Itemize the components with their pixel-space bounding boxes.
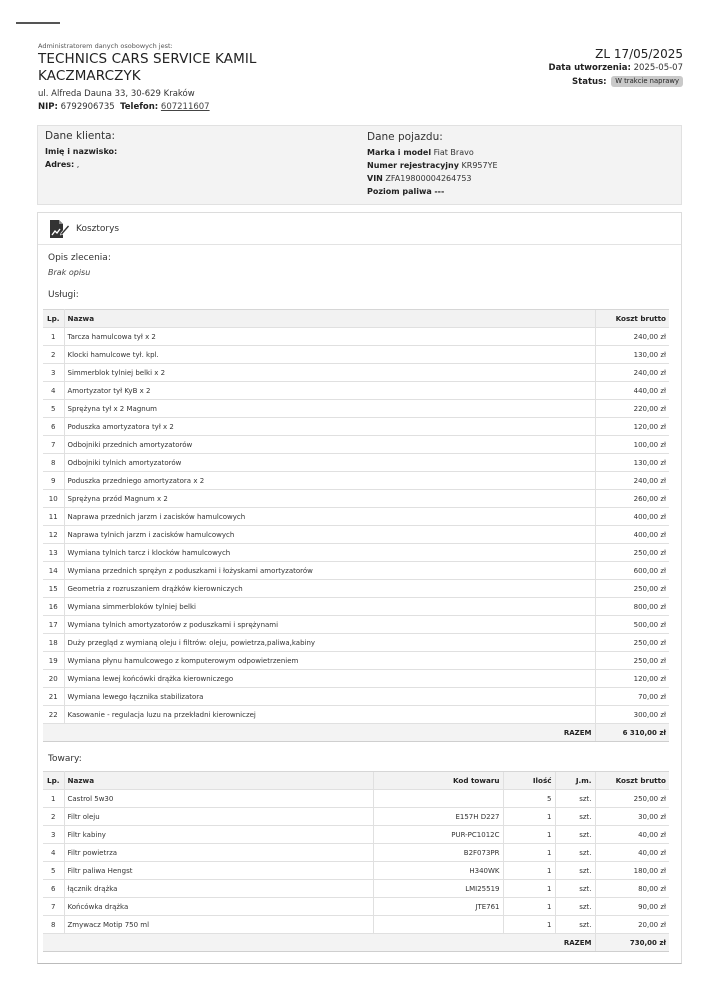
service-lp: 18 — [43, 634, 64, 652]
products-header-row — [43, 772, 669, 790]
products-table — [43, 771, 669, 952]
services-header-row — [43, 310, 669, 328]
service-name: Odbojniki przednich amortyzatorów — [64, 436, 595, 454]
vehicle-section — [367, 130, 667, 198]
services-total-row — [43, 724, 669, 742]
created-value: 2025-05-07 — [633, 63, 683, 73]
service-name: Sprężyna przód Magnum x 2 — [64, 490, 595, 508]
service-name: Tarcza hamulcowa tył x 2 — [64, 328, 595, 346]
products-label: Towary: — [48, 754, 82, 764]
status-badge: W trakcie naprawy — [611, 76, 683, 87]
client-address-value: , — [76, 160, 80, 169]
service-cost: 250,00 zł — [595, 652, 669, 670]
service-cost: 600,00 zł — [595, 562, 669, 580]
vehicle-model-field — [367, 146, 667, 159]
product-name: Zmywacz Motip 750 ml — [64, 916, 373, 934]
service-lp: 17 — [43, 616, 64, 634]
services-row — [43, 346, 669, 364]
service-lp: 5 — [43, 400, 64, 418]
vehicle-vin-label: VIN — [367, 174, 383, 183]
services-col-lp: Lp. — [43, 310, 64, 328]
vehicle-title: Dane pojazdu: — [367, 131, 443, 143]
document-edit-icon — [48, 219, 70, 239]
product-unit: szt. — [555, 898, 595, 916]
company-ids — [38, 101, 358, 113]
products-col-name: Nazwa — [64, 772, 373, 790]
product-lp: 6 — [43, 880, 64, 898]
product-cost: 30,00 zł — [595, 808, 669, 826]
services-label: Usługi: — [48, 290, 79, 300]
product-cost: 80,00 zł — [595, 880, 669, 898]
product-code: E157H D227 — [373, 808, 503, 826]
product-lp: 4 — [43, 844, 64, 862]
product-code — [373, 916, 503, 934]
product-name: Castrol 5w30 — [64, 790, 373, 808]
service-cost: 70,00 zł — [595, 688, 669, 706]
product-code: H340WK — [373, 862, 503, 880]
service-cost: 220,00 zł — [595, 400, 669, 418]
service-name: Sprężyna tył x 2 Magnum — [64, 400, 595, 418]
product-unit: szt. — [555, 790, 595, 808]
products-row — [43, 826, 669, 844]
service-lp: 21 — [43, 688, 64, 706]
vehicle-vin-field — [367, 172, 667, 185]
client-address-field — [45, 158, 345, 171]
service-lp: 8 — [43, 454, 64, 472]
service-name: Kasowanie - regulacja luzu na przekładni kierowniczej — [64, 706, 595, 724]
created-label: Data utworzenia: — [548, 63, 631, 73]
status-row — [549, 75, 683, 89]
product-code — [373, 790, 503, 808]
services-row — [43, 328, 669, 346]
services-col-cost: Koszt brutto — [595, 310, 669, 328]
product-unit: szt. — [555, 826, 595, 844]
estimate-title: Kosztorys — [76, 223, 120, 234]
vehicle-fuel-value: --- — [434, 187, 445, 196]
service-lp: 14 — [43, 562, 64, 580]
vehicle-fuel-field — [367, 185, 667, 198]
admin-note: Administratorem danych osobowych jest: — [38, 42, 173, 50]
service-name: Wymiana przednich sprężyn z poduszkami i łożyskami amortyzatorów — [64, 562, 595, 580]
service-lp: 22 — [43, 706, 64, 724]
phone-label: Telefon: — [120, 102, 159, 112]
service-lp: 12 — [43, 526, 64, 544]
client-vehicle-box — [37, 125, 682, 205]
service-cost: 400,00 zł — [595, 508, 669, 526]
product-lp: 7 — [43, 898, 64, 916]
product-cost: 40,00 zł — [595, 844, 669, 862]
vehicle-fuel-label: Poziom paliwa — [367, 187, 432, 196]
client-address-label: Adres: — [45, 160, 75, 169]
services-col-name: Nazwa — [64, 310, 595, 328]
service-name: Geometria z rozruszaniem drążków kierowniczych — [64, 580, 595, 598]
service-name: Duży przegląd z wymianą oleju i filtrów: oleju, powietrza,paliwa,kabiny — [64, 634, 595, 652]
client-name-field — [45, 145, 345, 158]
nip-label: NIP: — [38, 102, 58, 112]
product-name: Filtr paliwa Hengst — [64, 862, 373, 880]
vehicle-vin-value: ZFA19800004264753 — [385, 174, 472, 183]
product-qty: 1 — [503, 826, 555, 844]
service-lp: 9 — [43, 472, 64, 490]
service-lp: 6 — [43, 418, 64, 436]
service-cost: 240,00 zł — [595, 328, 669, 346]
products-col-code: Kod towaru — [373, 772, 503, 790]
product-name: Filtr oleju — [64, 808, 373, 826]
service-cost: 250,00 zł — [595, 634, 669, 652]
vehicle-reg-label: Numer rejestracyjny — [367, 161, 459, 170]
service-cost: 100,00 zł — [595, 436, 669, 454]
services-row — [43, 706, 669, 724]
document-header — [549, 46, 683, 89]
vehicle-reg-field — [367, 159, 667, 172]
service-cost: 250,00 zł — [595, 580, 669, 598]
product-unit: szt. — [555, 844, 595, 862]
product-name: Końcówka drążka — [64, 898, 373, 916]
service-cost: 250,00 zł — [595, 544, 669, 562]
product-name: łącznik drążka — [64, 880, 373, 898]
service-name: Poduszka amortyzatora tył x 2 — [64, 418, 595, 436]
product-lp: 8 — [43, 916, 64, 934]
product-qty: 5 — [503, 790, 555, 808]
product-qty: 1 — [503, 862, 555, 880]
service-name: Simmerblok tylniej belki x 2 — [64, 364, 595, 382]
product-cost: 20,00 zł — [595, 916, 669, 934]
services-row — [43, 598, 669, 616]
service-name: Wymiana płynu hamulcowego z komputerowym odpowietrzeniem — [64, 652, 595, 670]
service-name: Odbojniki tylnich amortyzatorów — [64, 454, 595, 472]
product-code: B2F073PR — [373, 844, 503, 862]
services-row — [43, 472, 669, 490]
products-row — [43, 898, 669, 916]
product-qty: 1 — [503, 844, 555, 862]
services-row — [43, 436, 669, 454]
service-name: Naprawa tylnich jarzm i zacisków hamulcowych — [64, 526, 595, 544]
service-lp: 20 — [43, 670, 64, 688]
services-row — [43, 454, 669, 472]
service-name: Wymiana tylnich amortyzatorów z poduszkami i sprężynami — [64, 616, 595, 634]
company-address: ul. Alfreda Dauna 33, 30-629 Kraków — [38, 89, 195, 99]
products-total-label: RAZEM — [43, 934, 595, 952]
service-name: Amortyzator tył KyB x 2 — [64, 382, 595, 400]
service-name: Wymiana tylnich tarcz i klocków hamulcowych — [64, 544, 595, 562]
services-row — [43, 490, 669, 508]
product-code: LMI25519 — [373, 880, 503, 898]
company-header — [38, 42, 358, 113]
service-name: Naprawa przednich jarzm i zacisków hamulcowych — [64, 508, 595, 526]
product-unit: szt. — [555, 880, 595, 898]
service-lp: 13 — [43, 544, 64, 562]
service-name: Wymiana lewego łącznika stabilizatora — [64, 688, 595, 706]
product-cost: 180,00 zł — [595, 862, 669, 880]
service-cost: 500,00 zł — [595, 616, 669, 634]
service-lp: 10 — [43, 490, 64, 508]
product-code: PUR-PC1012C — [373, 826, 503, 844]
products-row — [43, 844, 669, 862]
service-lp: 2 — [43, 346, 64, 364]
services-row — [43, 364, 669, 382]
products-row — [43, 916, 669, 934]
client-section — [45, 129, 345, 171]
services-row — [43, 688, 669, 706]
products-col-cost: Koszt brutto — [595, 772, 669, 790]
product-cost: 40,00 zł — [595, 826, 669, 844]
product-lp: 5 — [43, 862, 64, 880]
service-lp: 3 — [43, 364, 64, 382]
product-name: Filtr powietrza — [64, 844, 373, 862]
product-lp: 3 — [43, 826, 64, 844]
services-row — [43, 670, 669, 688]
services-table — [43, 309, 669, 742]
service-lp: 15 — [43, 580, 64, 598]
service-lp: 16 — [43, 598, 64, 616]
products-row — [43, 880, 669, 898]
product-unit: szt. — [555, 808, 595, 826]
products-row — [43, 862, 669, 880]
status-label: Status: — [572, 77, 607, 87]
products-col-lp: Lp. — [43, 772, 64, 790]
estimate-panel — [37, 212, 682, 964]
estimate-header — [38, 213, 681, 245]
products-total-value: 730,00 zł — [595, 934, 669, 952]
services-row — [43, 544, 669, 562]
client-title: Dane klienta: — [45, 130, 116, 142]
service-lp: 11 — [43, 508, 64, 526]
service-name: Klocki hamulcowe tył. kpl. — [64, 346, 595, 364]
service-lp: 1 — [43, 328, 64, 346]
service-lp: 7 — [43, 436, 64, 454]
product-qty: 1 — [503, 898, 555, 916]
services-row — [43, 580, 669, 598]
products-row — [43, 790, 669, 808]
service-cost: 120,00 zł — [595, 670, 669, 688]
product-unit: szt. — [555, 862, 595, 880]
product-lp: 1 — [43, 790, 64, 808]
service-name: Wymiana lewej końcówki drążka kierowniczego — [64, 670, 595, 688]
products-col-unit: J.m. — [555, 772, 595, 790]
client-name-label: Imię i nazwisko: — [45, 147, 118, 156]
services-row — [43, 562, 669, 580]
service-name: Wymiana simmerbloków tylniej belki — [64, 598, 595, 616]
services-row — [43, 634, 669, 652]
product-qty: 1 — [503, 808, 555, 826]
phone-link[interactable]: 607211607 — [160, 102, 210, 112]
service-cost: 260,00 zł — [595, 490, 669, 508]
product-unit: szt. — [555, 916, 595, 934]
service-cost: 120,00 zł — [595, 418, 669, 436]
services-row — [43, 526, 669, 544]
product-name: Filtr kabiny — [64, 826, 373, 844]
vehicle-reg-value: KR957YE — [461, 161, 498, 170]
services-row — [43, 508, 669, 526]
product-lp: 2 — [43, 808, 64, 826]
service-cost: 400,00 zł — [595, 526, 669, 544]
services-row — [43, 382, 669, 400]
description-value: Brak opisu — [48, 268, 91, 277]
document-number: ZL 17/05/2025 — [595, 47, 683, 61]
vehicle-model-label: Marka i model — [367, 148, 432, 157]
scan-mark — [16, 22, 60, 24]
service-cost: 130,00 zł — [595, 454, 669, 472]
service-cost: 240,00 zł — [595, 472, 669, 490]
product-code: JTE761 — [373, 898, 503, 916]
service-cost: 440,00 zł — [595, 382, 669, 400]
product-qty: 1 — [503, 916, 555, 934]
services-row — [43, 616, 669, 634]
nip-value: 6792906735 — [60, 102, 115, 112]
products-row — [43, 808, 669, 826]
services-total-label: RAZEM — [43, 724, 595, 742]
services-total-value: 6 310,00 zł — [595, 724, 669, 742]
service-cost: 800,00 zł — [595, 598, 669, 616]
description-label: Opis zlecenia: — [48, 253, 111, 263]
product-cost: 90,00 zł — [595, 898, 669, 916]
service-lp: 4 — [43, 382, 64, 400]
services-row — [43, 418, 669, 436]
vehicle-model-value: Fiat Bravo — [433, 148, 474, 157]
product-qty: 1 — [503, 880, 555, 898]
services-row — [43, 652, 669, 670]
service-cost: 300,00 zł — [595, 706, 669, 724]
service-name: Poduszka przedniego amortyzatora x 2 — [64, 472, 595, 490]
service-cost: 130,00 zł — [595, 346, 669, 364]
products-col-qty: Ilość — [503, 772, 555, 790]
products-total-row — [43, 934, 669, 952]
company-name: TECHNICS CARS SERVICE KAMIL KACZMARCZYK — [38, 51, 257, 84]
service-lp: 19 — [43, 652, 64, 670]
services-row — [43, 400, 669, 418]
product-cost: 250,00 zł — [595, 790, 669, 808]
created-date — [549, 62, 683, 75]
service-cost: 240,00 zł — [595, 364, 669, 382]
